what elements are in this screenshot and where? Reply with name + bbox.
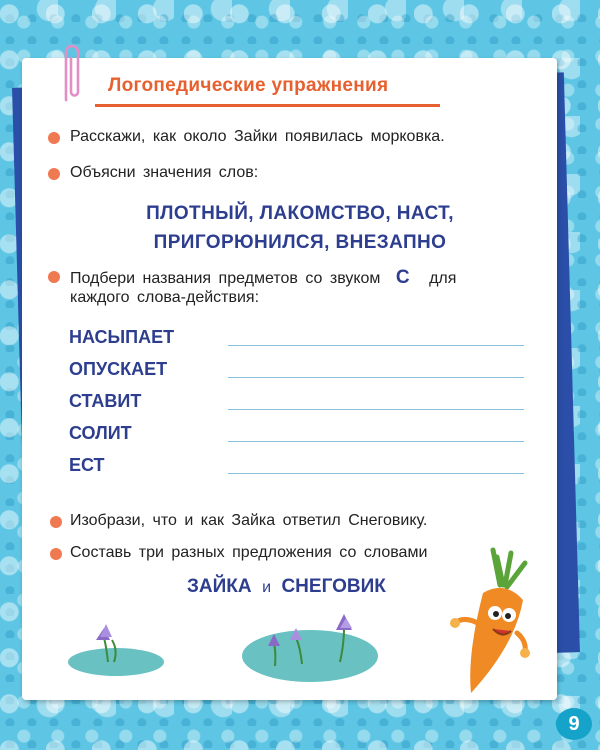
crocus-flower-illustration bbox=[66, 610, 166, 680]
action-word: СТАВИТ bbox=[69, 391, 142, 411]
conjunction: и bbox=[262, 579, 271, 596]
bullet-icon bbox=[48, 168, 60, 180]
answer-line[interactable] bbox=[228, 409, 524, 410]
key-word-snegovik: СНЕГОВИК bbox=[281, 576, 386, 597]
bullet-icon bbox=[48, 271, 60, 283]
action-word: СОЛИТ bbox=[69, 423, 132, 443]
paperclip-icon bbox=[58, 40, 84, 110]
key-word-zaika: ЗАЙКА bbox=[187, 576, 252, 597]
task-text-3-part-1: Подбери названия предметов со звуком bbox=[70, 270, 381, 287]
sound-letter: С bbox=[395, 267, 410, 288]
answer-line[interactable] bbox=[228, 473, 524, 474]
task-text-2: Объясни значения слов: bbox=[70, 164, 259, 181]
answer-line[interactable] bbox=[228, 345, 524, 346]
task-text-1: Расскажи, как около Зайки появилась морковка. bbox=[70, 128, 445, 145]
bullet-icon bbox=[50, 548, 62, 560]
action-word: ОПУСКАЕТ bbox=[69, 359, 168, 379]
answer-line[interactable] bbox=[228, 377, 524, 378]
task-text-3 bbox=[70, 267, 456, 289]
carrot-character-illustration bbox=[445, 545, 535, 695]
answer-line[interactable] bbox=[228, 441, 524, 442]
bullet-icon bbox=[48, 132, 60, 144]
bullet-icon bbox=[50, 516, 62, 528]
action-word: ЕСТ bbox=[69, 455, 105, 475]
task-text-3-line-2: каждого слова-действия: bbox=[70, 289, 260, 306]
task-text-3-part-2: для bbox=[429, 270, 457, 287]
action-word: НАСЫПАЕТ bbox=[69, 327, 175, 347]
task-text-5: Составь три разных предложения со словами bbox=[70, 544, 428, 561]
title-underline bbox=[95, 104, 440, 107]
vocabulary-words-line-2: ПРИГОРЮНИЛСЯ, ВНЕЗАПНО bbox=[153, 232, 447, 253]
key-words-line bbox=[187, 576, 386, 598]
page-number: 9 bbox=[556, 708, 592, 740]
vocabulary-words-line-1: ПЛОТНЫЙ, ЛАКОМСТВО, НАСТ, bbox=[146, 203, 454, 224]
page-title: Логопедические упражнения bbox=[108, 75, 389, 96]
task-text-4: Изобрази, что и как Зайка ответил Снеговику. bbox=[70, 512, 428, 529]
crocus-flowers-illustration bbox=[240, 606, 380, 686]
